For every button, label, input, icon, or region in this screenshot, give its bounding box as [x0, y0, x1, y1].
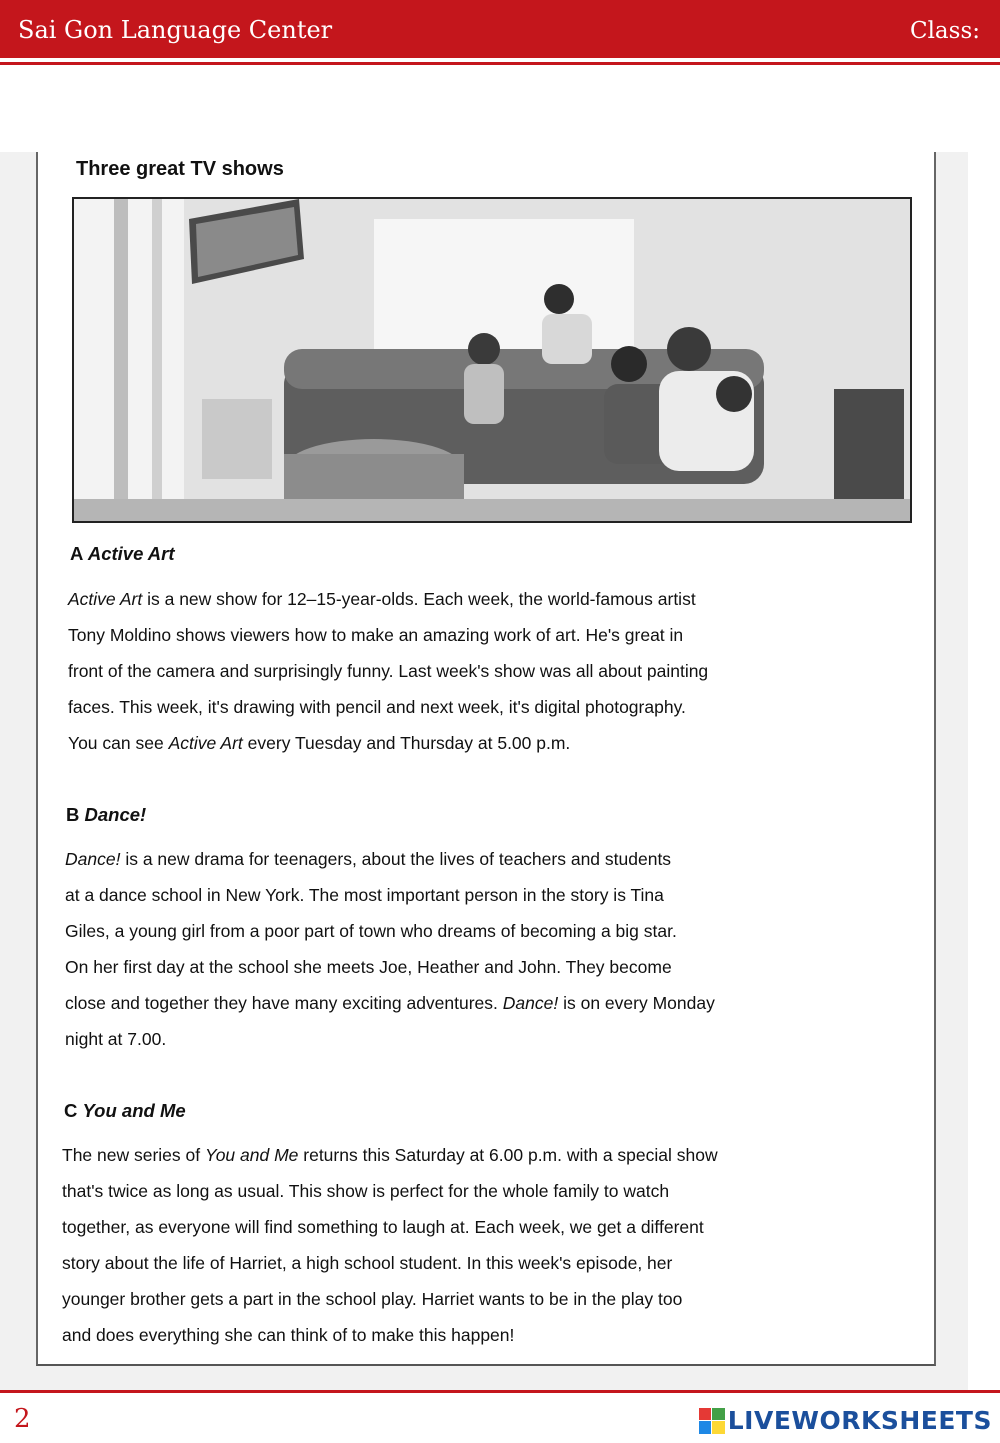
header-rule: [0, 62, 1000, 65]
section-a-name: Active Art: [87, 543, 175, 564]
liveworksheets-logo[interactable]: [699, 1406, 992, 1435]
photo-family-watching-tv: [72, 197, 912, 523]
section-b-letter: B: [66, 804, 80, 825]
class-label: Class:: [909, 18, 980, 44]
section-b-name: Dance!: [84, 804, 147, 825]
body-line: story about the life of Harriet, a high school student. In this week's episode, her: [62, 1253, 673, 1273]
section-a-letter: A: [70, 543, 83, 564]
section-a-title: [70, 543, 175, 565]
center-name: Sai Gon Language Center: [18, 16, 333, 44]
section-b-title: [66, 804, 146, 826]
body-line: that's twice as long as usual. This show is perfect for the whole family to watch: [62, 1181, 670, 1201]
section-c-title: [64, 1100, 186, 1122]
section-c-body: [62, 1137, 718, 1353]
liveworksheets-icon: [699, 1408, 725, 1434]
body-line: together, as everyone will find something to laugh at. Each week, we get a different: [62, 1217, 704, 1237]
body-line: Tony Moldino shows viewers how to make an amazing work of art. He's great in: [68, 625, 684, 645]
body-line: faces. This week, it's drawing with pencil and next week, it's digital photography.: [68, 697, 686, 717]
section-c-name: You and Me: [82, 1100, 186, 1121]
footer-rule: [0, 1390, 1000, 1393]
section-a-body: [68, 581, 708, 761]
body-line: younger brother gets a part in the school play. Harriet wants to be in the play too: [62, 1289, 683, 1309]
body-line: close and together they have many exciting adventures. Dance! is on every Monday: [65, 993, 715, 1013]
worksheet-title: Three great TV shows: [76, 158, 284, 180]
body-line: Dance! is a new drama for teenagers, about the lives of teachers and students: [65, 849, 672, 869]
liveworksheets-brand: LIVEWORKSHEETS: [727, 1406, 992, 1435]
page-number: 2: [14, 1404, 31, 1434]
body-line: Giles, a young girl from a poor part of town who dreams of becoming a big star.: [65, 921, 677, 941]
body-line: On her first day at the school she meets Joe, Heather and John. They become: [65, 957, 672, 977]
body-line: and does everything she can think of to make this happen!: [62, 1325, 515, 1345]
section-c-letter: C: [64, 1100, 78, 1121]
section-b-body: [65, 841, 715, 1057]
body-line: night at 7.00.: [65, 1029, 167, 1049]
body-line: at a dance school in New York. The most important person in the story is Tina: [65, 885, 664, 905]
body-line: The new series of You and Me returns this Saturday at 6.00 p.m. with a special show: [62, 1145, 718, 1165]
body-line: Active Art is a new show for 12–15-year-olds. Each week, the world-famous artist: [68, 589, 696, 609]
body-line: You can see Active Art every Tuesday and Thursday at 5.00 p.m.: [68, 733, 571, 753]
body-line: front of the camera and surprisingly funny. Last week's show was all about painting: [68, 661, 709, 681]
